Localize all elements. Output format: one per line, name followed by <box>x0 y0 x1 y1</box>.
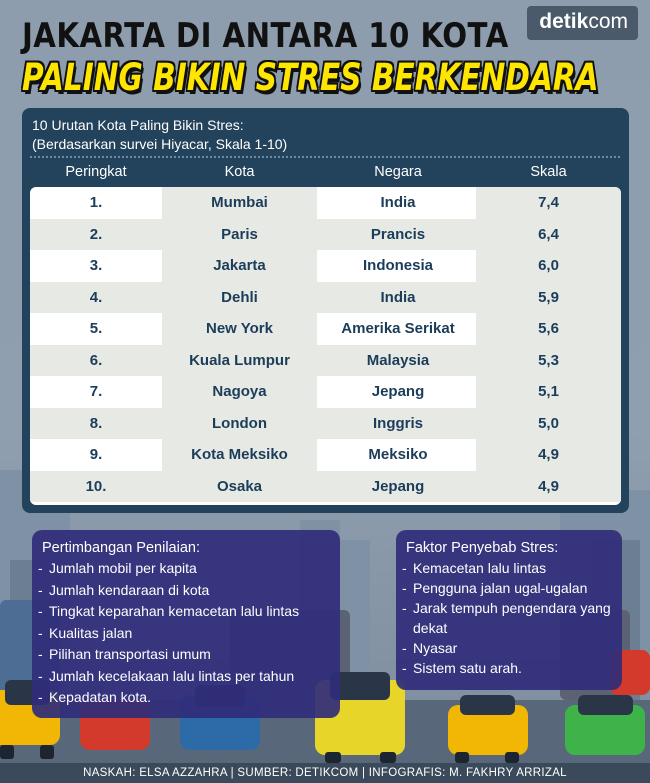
city-cell: Jakarta <box>162 250 317 282</box>
criteria-item: - Pilihan transportasi umum <box>38 644 340 666</box>
score-cell: 4,9 <box>476 471 621 503</box>
header-skala: Skala <box>530 164 567 180</box>
rank-cell: 8. <box>89 414 103 432</box>
rank-cell: 1. <box>89 194 103 211</box>
score-cell: 4,9 <box>476 439 621 471</box>
factors-list <box>402 558 622 678</box>
criteria-list <box>38 558 340 709</box>
factor-item: - Nyasar <box>402 638 622 658</box>
city-cell: London <box>162 408 317 440</box>
logo-text-light: com <box>588 10 628 33</box>
city-cell: Dehli <box>162 282 317 314</box>
country-cell: Indonesia <box>362 257 433 274</box>
city-cell: Mumbai <box>162 187 317 219</box>
city-cell: Nagoya <box>162 376 317 408</box>
criteria-item: - Jumlah mobil per kapita <box>38 558 340 580</box>
ranking-subtitle-line2: (Berdasarkan survei Hiyacar, Skala 1-10) <box>32 136 288 152</box>
table-row <box>30 345 621 377</box>
score-cell: 6,0 <box>476 250 621 282</box>
city-cell: Paris <box>162 219 317 251</box>
table-row <box>30 187 621 219</box>
rank-cell: 2. <box>89 225 103 243</box>
logo-text-bold: detik <box>539 10 589 33</box>
rank-cell: 9. <box>89 446 103 463</box>
country-cell: Malaysia <box>366 351 430 369</box>
criteria-item: - Kepadatan kota. <box>38 687 340 709</box>
table-row <box>30 250 621 282</box>
header-negara: Negara <box>374 164 422 180</box>
country-cell: Jepang <box>371 477 425 495</box>
ranking-subtitle-line1: 10 Urutan Kota Paling Bikin Stres: <box>32 117 244 133</box>
criteria-title: Pertimbangan Penilaian: <box>42 540 200 556</box>
table-row <box>30 282 621 314</box>
factor-item: - Kemacetan lalu lintas <box>402 558 622 578</box>
city-cell: Osaka <box>162 471 317 503</box>
score-cell: 6,4 <box>476 219 621 251</box>
rank-cell: 7. <box>89 383 103 400</box>
country-cell: India <box>380 288 416 306</box>
country-cell: Prancis <box>370 225 426 243</box>
country-cell: Meksiko <box>368 446 428 463</box>
city-cell: Kuala Lumpur <box>162 345 317 377</box>
score-cell: 7,4 <box>476 187 621 219</box>
table-header <box>30 164 621 186</box>
rank-cell: 3. <box>89 257 103 274</box>
header-peringkat: Peringkat <box>65 164 127 180</box>
table-row <box>30 408 621 440</box>
ranking-subtitle <box>32 116 287 154</box>
city-cell: Kota Meksiko <box>162 439 317 471</box>
score-cell: 5,6 <box>476 313 621 345</box>
country-cell: India <box>380 194 416 211</box>
factor-item: - Sistem satu arah. <box>402 658 622 678</box>
criteria-item: - Jumlah kecelakaan lalu lintas per tahun <box>38 666 340 688</box>
rank-cell: 6. <box>89 351 103 369</box>
header-kota: Kota <box>224 164 255 180</box>
factors-title: Faktor Penyebab Stres: <box>406 540 559 556</box>
ranking-table <box>30 187 621 505</box>
criteria-item: - Jumlah kendaraan di kota <box>38 580 340 602</box>
criteria-item: - Tingkat keparahan kemacetan lalu lintas <box>38 601 340 623</box>
criteria-box <box>32 530 340 718</box>
score-cell: 5,9 <box>476 282 621 314</box>
page-subtitle: PALING BIKIN STRES BERKENDARA <box>22 56 599 99</box>
country-cell: Jepang <box>371 383 425 400</box>
detikcom-logo <box>527 6 638 40</box>
score-cell: 5,0 <box>476 408 621 440</box>
table-row <box>30 313 621 345</box>
score-cell: 5,3 <box>476 345 621 377</box>
rank-cell: 10. <box>85 477 107 495</box>
credits-footer: NASKAH: ELSA AZZAHRA | SUMBER: DETIKCOM | INFOGRAFIS: M. FAKHRY ARRIZAL <box>0 763 650 783</box>
table-row <box>30 376 621 408</box>
country-cell: Inggris <box>372 414 423 432</box>
factor-item: - Pengguna jalan ugal-ugalan <box>402 578 622 598</box>
rank-cell: 4. <box>89 288 103 306</box>
rank-cell: 5. <box>89 320 103 337</box>
page-title: JAKARTA DI ANTARA 10 KOTA <box>22 16 509 56</box>
country-cell: Amerika Serikat <box>341 320 455 337</box>
dotted-divider <box>30 156 620 158</box>
table-row <box>30 219 621 251</box>
factors-box <box>396 530 622 690</box>
score-cell: 5,1 <box>476 376 621 408</box>
factor-item: - Jarak tempuh pengendara yang dekat <box>402 598 622 638</box>
criteria-item: - Kualitas jalan <box>38 623 340 645</box>
table-row <box>30 439 621 471</box>
city-cell: New York <box>162 313 317 345</box>
table-row <box>30 471 621 503</box>
